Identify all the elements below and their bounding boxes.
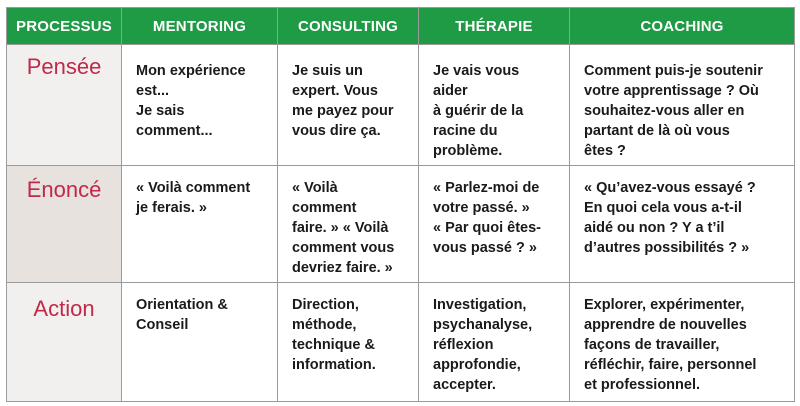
cell-text: « Voilà comment faire. » « Voilà comment vous devriez faire. » — [292, 180, 395, 276]
row-label-pensee — [7, 45, 122, 166]
cell-text: Je vais vous aider à guérir de la racine du problème. — [433, 63, 524, 159]
header-processus: PROCESSUS — [7, 8, 122, 45]
table-row-pensee — [7, 45, 795, 166]
cell-enonce-therapie — [419, 166, 570, 283]
cell-text: Orientation & Conseil — [136, 297, 228, 333]
cell-text: « Parlez-moi de votre passé. » « Par quoi êtes- vous passé ? » — [433, 180, 541, 256]
cell-text: Je suis un expert. Vous me payez pour vous dire ça. — [292, 63, 394, 139]
comparison-table — [6, 7, 795, 402]
row-label-text: Pensée — [26, 54, 102, 79]
cell-enonce-mentoring — [122, 166, 278, 283]
cell-action-consulting — [278, 283, 419, 402]
header-consulting: CONSULTING — [278, 8, 419, 45]
cell-text: Investigation, psychanalyse, réflexion approfondie, accepter. — [433, 297, 533, 393]
header-mentoring: MENTORING — [122, 8, 278, 45]
table-row-enonce — [7, 166, 795, 283]
cell-text: Mon expérience est... Je sais comment... — [136, 63, 246, 139]
cell-action-mentoring — [122, 283, 278, 402]
table-row-action — [7, 283, 795, 402]
cell-enonce-coaching — [570, 166, 795, 283]
row-label-enonce — [7, 166, 122, 283]
row-label-text: Énoncé — [26, 177, 102, 202]
cell-action-coaching — [570, 283, 795, 402]
header-coaching: COACHING — [570, 8, 795, 45]
cell-text: « Voilà comment je ferais. » — [136, 180, 251, 216]
cell-pensee-consulting — [278, 45, 419, 166]
cell-action-therapie — [419, 283, 570, 402]
cell-enonce-consulting — [278, 166, 419, 283]
cell-text: Direction, méthode, technique & information. — [292, 297, 376, 373]
header-row — [7, 8, 795, 45]
cell-text: « Qu’avez-vous essayé ? En quoi cela vous a-t-il aidé ou non ? Y a t’il d’autres possibilités ? » — [584, 180, 756, 256]
cell-pensee-mentoring — [122, 45, 278, 166]
cell-text: Explorer, expérimenter, apprendre de nouvelles façons de travailler, réfléchir, faire, personnel et professionnel. — [584, 297, 757, 393]
row-label-text: Action — [33, 296, 95, 321]
cell-pensee-coaching — [570, 45, 795, 166]
row-label-action — [7, 283, 122, 402]
cell-text: Comment puis-je soutenir votre apprentissage ? Où souhaitez-vous aller en partant de là où vous êtes ? — [584, 63, 763, 159]
header-therapie: THÉRAPIE — [419, 8, 570, 45]
cell-pensee-therapie — [419, 45, 570, 166]
